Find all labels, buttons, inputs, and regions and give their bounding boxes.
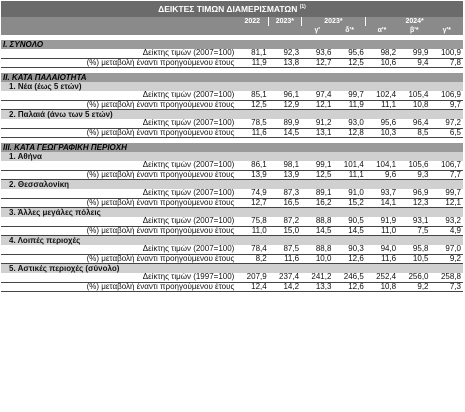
table-cell: 106,7: [431, 161, 464, 170]
table-cell: 258,8: [431, 273, 464, 282]
table-cell: 16,2: [301, 198, 333, 208]
table-cell: 89,1: [301, 189, 333, 198]
row-label: Δείκτης τιμών (2007=100): [1, 91, 236, 100]
section-title: I. ΣΥΝΟΛΟ: [1, 40, 463, 49]
table-cell: 12,5: [236, 100, 268, 110]
table-cell: 13,1: [301, 128, 333, 138]
table-cell: 105,6: [398, 161, 430, 170]
table-cell: 11,9: [333, 100, 365, 110]
table-cell: 9,2: [431, 254, 464, 264]
table-cell: 12,4: [236, 282, 268, 292]
table-cell: 95,8: [398, 245, 430, 254]
table-cell: 93,7: [366, 189, 398, 198]
table-cell: 11,0: [236, 226, 268, 236]
row-label: Δείκτης τιμών (2007=100): [1, 217, 236, 226]
table-row: [1, 161, 463, 170]
table-title-cell: [1, 1, 463, 17]
row-label: Δείκτης τιμών (2007=100): [1, 161, 236, 170]
table-row: [1, 91, 463, 100]
row-label: Δείκτης τιμών (2007=100): [1, 245, 236, 254]
header-blank: [269, 26, 301, 35]
table-cell: 12,7: [236, 198, 268, 208]
header-row-quarters: [1, 26, 463, 35]
group-header-row: [1, 152, 463, 161]
section-title: II. ΚΑΤΑ ΠΑΛΑΙΟΤΗΤΑ: [1, 73, 463, 82]
table-cell: 241,2: [301, 273, 333, 282]
section-header-row: [1, 73, 463, 82]
table-cell: 13,9: [269, 170, 301, 180]
table-row: [1, 128, 463, 138]
table-cell: 85,1: [236, 91, 268, 100]
table-cell: 9,2: [398, 282, 430, 292]
row-label: (%) μεταβολή έναντι προηγούμενου έτους: [1, 58, 236, 68]
table-cell: 12,1: [301, 100, 333, 110]
table-cell: 12,5: [301, 170, 333, 180]
row-label: (%) μεταβολή έναντι προηγούμενου έτους: [1, 254, 236, 264]
table-cell: 9,6: [366, 170, 398, 180]
table-cell: 78,4: [236, 245, 268, 254]
row-label: Δείκτης τιμών (1997=100): [1, 273, 236, 282]
table-cell: 10,5: [398, 254, 430, 264]
table-cell: 97,0: [431, 245, 464, 254]
table-cell: 96,9: [398, 189, 430, 198]
header-2023: 2023*: [269, 17, 301, 26]
group-header-row: [1, 82, 463, 91]
section-header-row: [1, 143, 463, 152]
row-label: Δείκτης τιμών (2007=100): [1, 49, 236, 58]
group-title: 3. Άλλες μεγάλες πόλεις: [1, 208, 463, 218]
table-row: [1, 282, 463, 292]
table-cell: 95,6: [366, 119, 398, 128]
table-cell: 9,3: [398, 170, 430, 180]
table-cell: 7,5: [398, 226, 430, 236]
table-cell: 11,9: [236, 58, 268, 68]
table-cell: 92,3: [269, 49, 301, 58]
header-quarter: α'*: [366, 26, 398, 35]
table-cell: 106,9: [431, 91, 464, 100]
group-header-row: [1, 208, 463, 218]
row-label: (%) μεταβολή έναντι προηγούμενου έτους: [1, 226, 236, 236]
table-cell: 95,6: [333, 49, 365, 58]
table-row: [1, 49, 463, 58]
table-row: [1, 198, 463, 208]
table-cell: 104,1: [366, 161, 398, 170]
table-cell: 96,4: [398, 119, 430, 128]
group-title: 2. Θεσσαλονίκη: [1, 180, 463, 190]
table-cell: 105,4: [398, 91, 430, 100]
table-cell: 12,6: [333, 254, 365, 264]
table-cell: 12,7: [301, 58, 333, 68]
header-2024-quarters: 2024*: [366, 17, 463, 26]
table-cell: 98,1: [269, 161, 301, 170]
header-quarter: γ'*: [431, 26, 464, 35]
table-cell: 87,2: [269, 217, 301, 226]
table-cell: 15,0: [269, 226, 301, 236]
section-header-row: [1, 40, 463, 49]
header-blank: [1, 26, 236, 35]
table-cell: 86,1: [236, 161, 268, 170]
table-cell: 93,1: [398, 217, 430, 226]
table-cell: 11,1: [333, 170, 365, 180]
group-title: 1. Αθήνα: [1, 152, 463, 161]
header-quarter: γ': [301, 26, 333, 35]
group-title: 2. Παλαιά (άνω των 5 ετών): [1, 110, 463, 120]
table-cell: 12,5: [333, 58, 365, 68]
header-blank: [1, 17, 236, 26]
table-cell: 12,9: [269, 100, 301, 110]
table-row: [1, 100, 463, 110]
table-cell: 9,7: [431, 100, 464, 110]
table-cell: 10,8: [366, 282, 398, 292]
group-header-row: [1, 264, 463, 274]
table-body: [1, 1, 463, 292]
table-cell: 99,1: [301, 161, 333, 170]
table-cell: 237,4: [269, 273, 301, 282]
header-2023-quarters: 2023*: [301, 17, 366, 26]
section-title: III. ΚΑΤΑ ΓΕΩΓΡΑΦΙΚΗ ΠΕΡΙΟΧΗ: [1, 143, 463, 152]
group-title: 4. Λοιπές περιοχές: [1, 236, 463, 246]
table-cell: 10,3: [366, 128, 398, 138]
table-cell: 10,6: [366, 58, 398, 68]
table-cell: 11,6: [366, 254, 398, 264]
table-cell: 78,5: [236, 119, 268, 128]
table-row: [1, 119, 463, 128]
table-cell: 91,2: [301, 119, 333, 128]
table-cell: 88,8: [301, 245, 333, 254]
table-cell: 15,2: [333, 198, 365, 208]
table-row: [1, 254, 463, 264]
table-cell: 8,2: [236, 254, 268, 264]
table-cell: 7,3: [431, 282, 464, 292]
row-label: (%) μεταβολή έναντι προηγούμενου έτους: [1, 198, 236, 208]
table-cell: 13,8: [269, 58, 301, 68]
table-cell: 10,8: [398, 100, 430, 110]
table-title-note: (1): [299, 3, 306, 10]
table-row: [1, 273, 463, 282]
table-cell: 93,2: [431, 217, 464, 226]
row-label: (%) μεταβολή έναντι προηγούμενου έτους: [1, 170, 236, 180]
table-cell: 75,8: [236, 217, 268, 226]
table-cell: 74,9: [236, 189, 268, 198]
table-cell: 256,0: [398, 273, 430, 282]
table-cell: 96,1: [269, 91, 301, 100]
table-cell: 6,5: [431, 128, 464, 138]
table-cell: 16,5: [269, 198, 301, 208]
header-blank: [236, 26, 268, 35]
table-cell: 246,5: [333, 273, 365, 282]
group-title: 5. Αστικές περιοχές (σύνολο): [1, 264, 463, 274]
group-header-row: [1, 110, 463, 120]
group-title: 1. Νέα (έως 5 ετών): [1, 82, 463, 91]
row-label: (%) μεταβολή έναντι προηγούμενου έτους: [1, 100, 236, 110]
table-row: [1, 245, 463, 254]
title-row: [1, 1, 463, 17]
table-cell: 89,9: [269, 119, 301, 128]
table-cell: 10,0: [301, 254, 333, 264]
header-quarter: β'*: [398, 26, 430, 35]
table-cell: 14,2: [269, 282, 301, 292]
table-cell: 14,5: [333, 226, 365, 236]
table-cell: 11,6: [269, 254, 301, 264]
row-label: Δείκτης τιμών (2007=100): [1, 189, 236, 198]
table-cell: 7,7: [431, 170, 464, 180]
table-row: [1, 226, 463, 236]
table-cell: 11,6: [236, 128, 268, 138]
group-header-row: [1, 180, 463, 190]
table-cell: 8,5: [398, 128, 430, 138]
table-cell: 252,4: [366, 273, 398, 282]
table-cell: 14,5: [269, 128, 301, 138]
header-2022: 2022: [236, 17, 268, 26]
table-row: [1, 58, 463, 68]
table-cell: 81,1: [236, 49, 268, 58]
table-cell: 91,9: [366, 217, 398, 226]
table-cell: 14,1: [366, 198, 398, 208]
table-cell: 90,5: [333, 217, 365, 226]
table-cell: 99,7: [431, 189, 464, 198]
table-cell: 11,0: [366, 226, 398, 236]
table-cell: 9,4: [398, 58, 430, 68]
table-row: [1, 189, 463, 198]
table-cell: 13,9: [236, 170, 268, 180]
table-cell: 87,3: [269, 189, 301, 198]
row-label: (%) μεταβολή έναντι προηγούμενου έτους: [1, 128, 236, 138]
table-cell: 101,4: [333, 161, 365, 170]
price-index-table: [1, 1, 463, 292]
header-quarter: δ'*: [333, 26, 365, 35]
table-cell: 102,4: [366, 91, 398, 100]
table-cell: 99,7: [333, 91, 365, 100]
table-cell: 12,8: [333, 128, 365, 138]
row-label: Δείκτης τιμών (2007=100): [1, 119, 236, 128]
table-cell: 12,6: [333, 282, 365, 292]
table-cell: 94,0: [366, 245, 398, 254]
table-cell: 99,9: [398, 49, 430, 58]
header-row-years: [1, 17, 463, 26]
table-cell: 90,3: [333, 245, 365, 254]
table-cell: 14,5: [301, 226, 333, 236]
table-cell: 93,0: [333, 119, 365, 128]
table-row: [1, 217, 463, 226]
table-cell: 207,9: [236, 273, 268, 282]
table-cell: 100,9: [431, 49, 464, 58]
table-cell: 4,9: [431, 226, 464, 236]
table-cell: 91,0: [333, 189, 365, 198]
table-cell: 11,1: [366, 100, 398, 110]
table-title: ΔΕΙΚΤΕΣ ΤΙΜΩΝ ΔΙΑΜΕΡΙΣΜΑΤΩΝ: [158, 3, 298, 14]
table-row: [1, 170, 463, 180]
table-cell: 12,1: [431, 198, 464, 208]
table-cell: 13,3: [301, 282, 333, 292]
table-cell: 87,5: [269, 245, 301, 254]
table-cell: 88,8: [301, 217, 333, 226]
table-cell: 93,6: [301, 49, 333, 58]
table-cell: 12,3: [398, 198, 430, 208]
table-cell: 98,2: [366, 49, 398, 58]
row-label: (%) μεταβολή έναντι προηγούμενου έτους: [1, 282, 236, 292]
table-cell: 7,8: [431, 58, 464, 68]
table-cell: 97,4: [301, 91, 333, 100]
table-cell: 97,2: [431, 119, 464, 128]
group-header-row: [1, 236, 463, 246]
